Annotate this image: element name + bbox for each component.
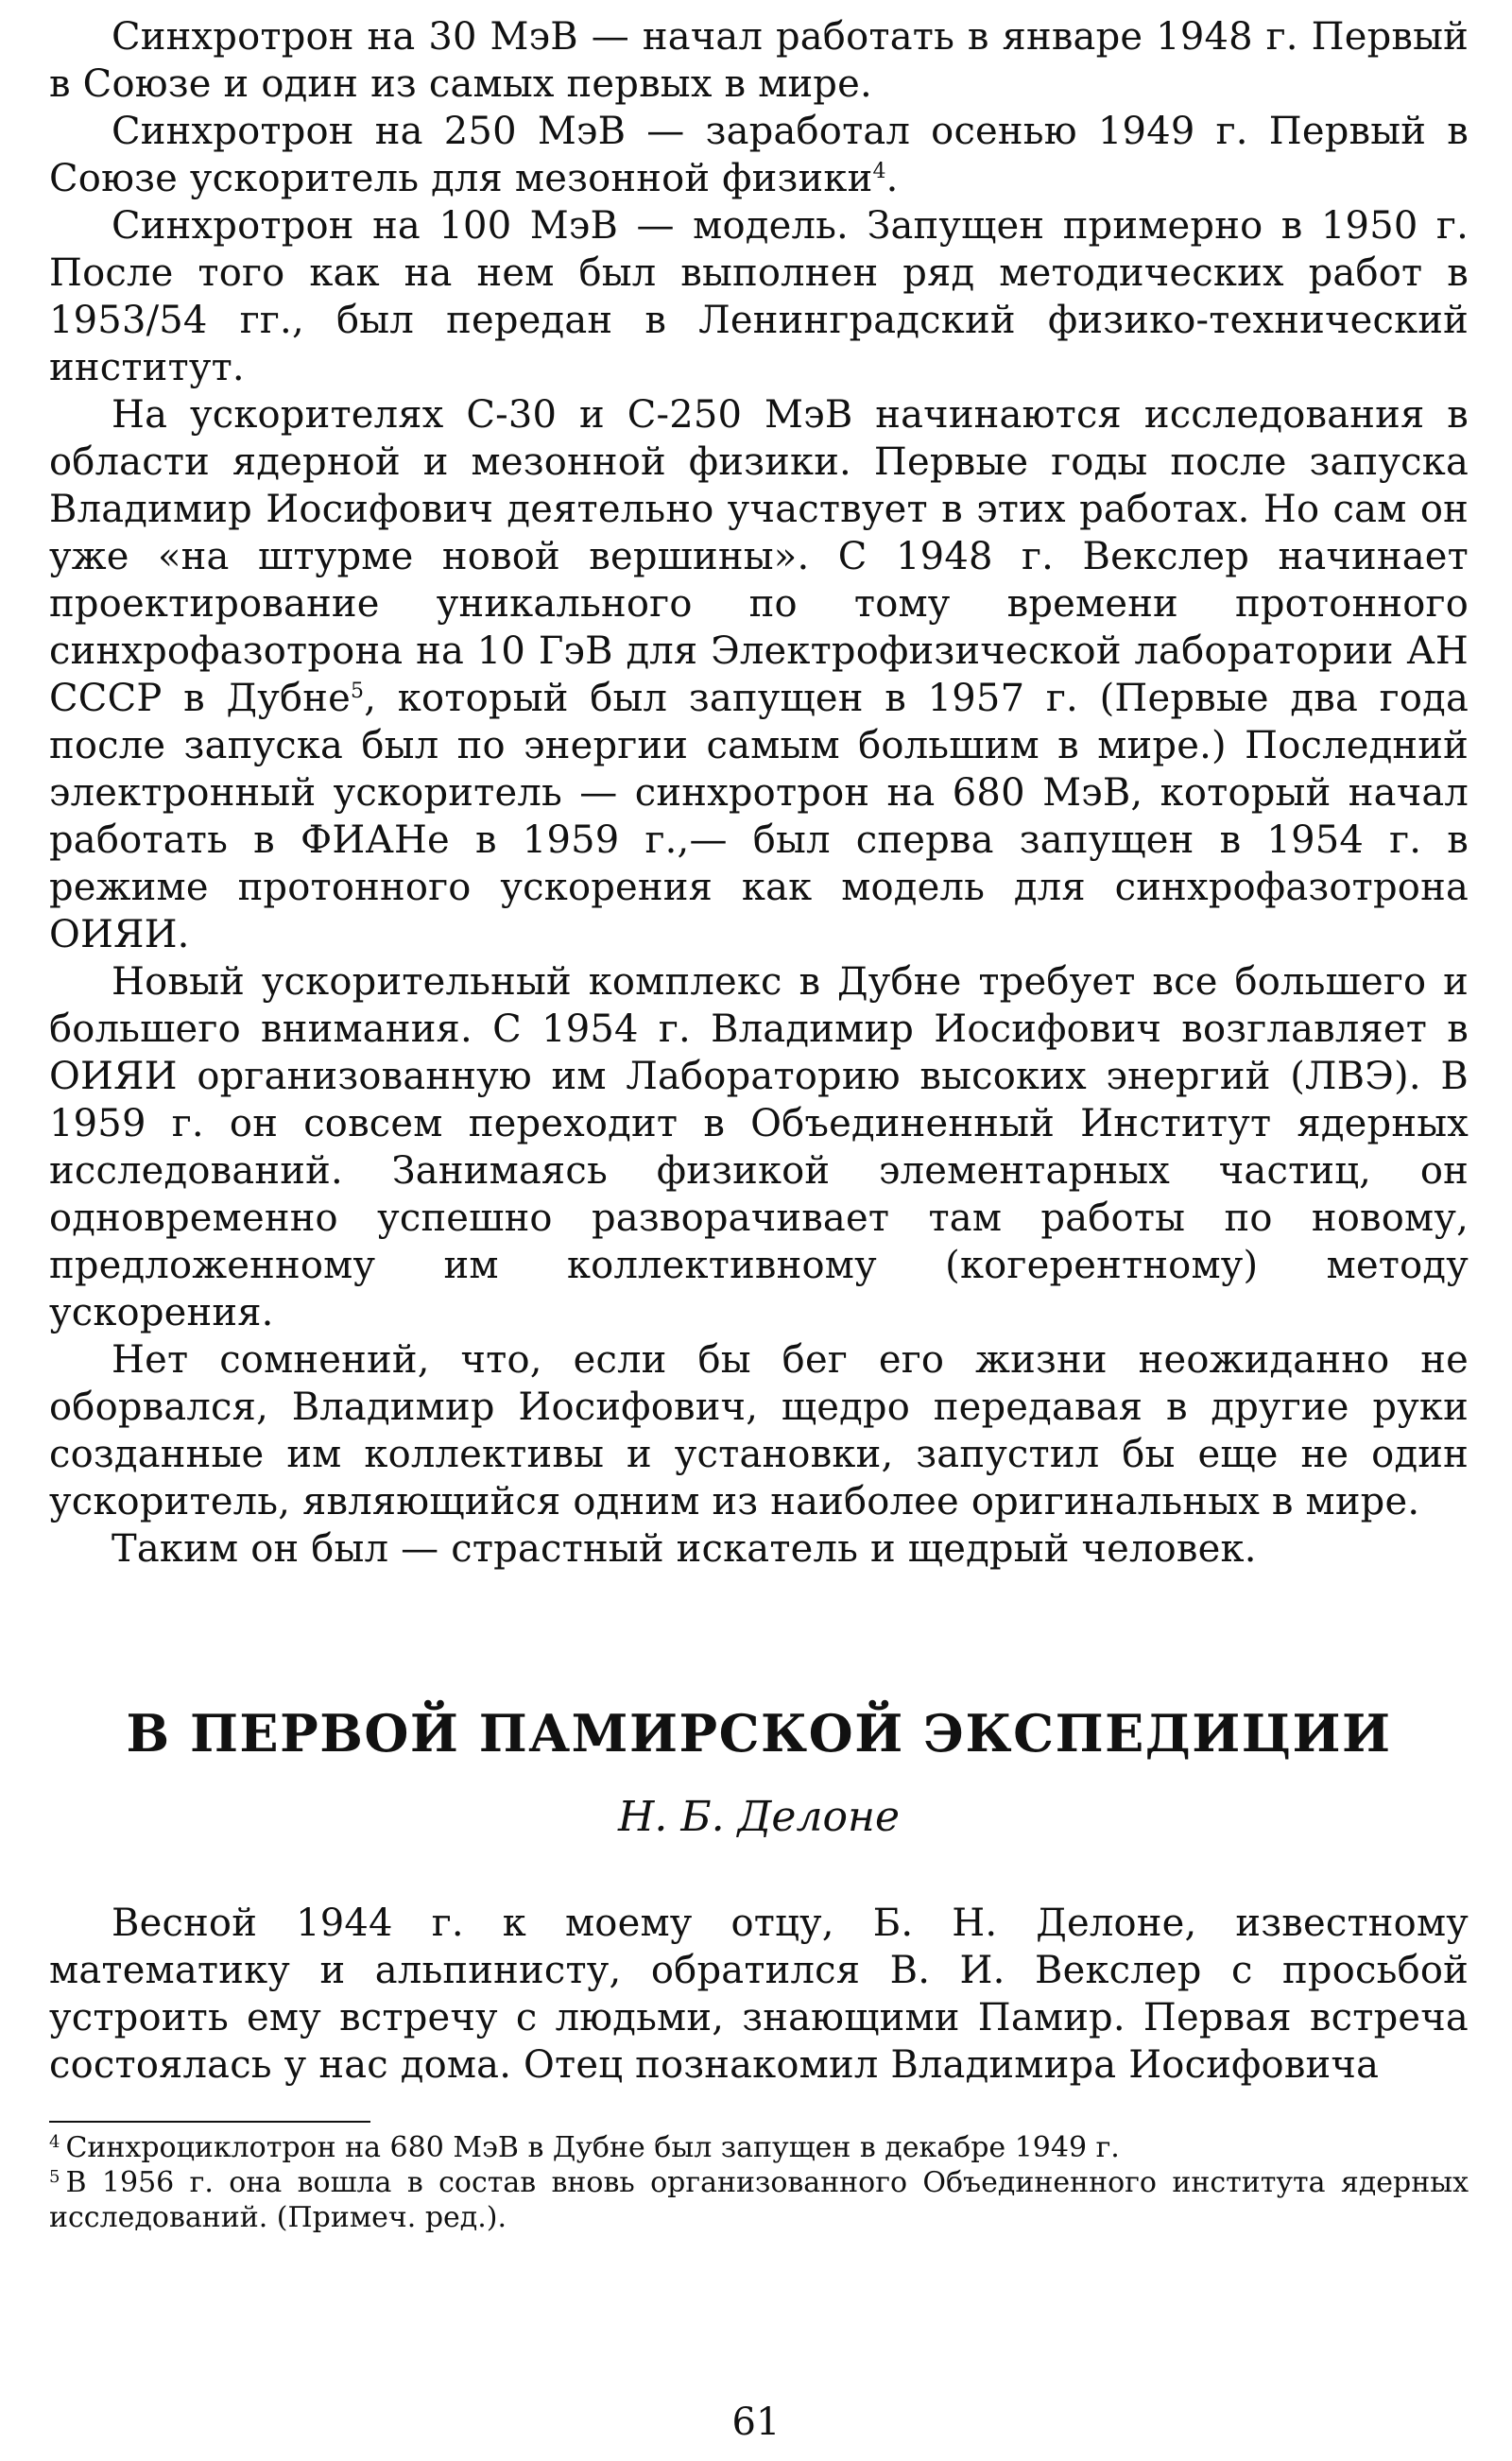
paragraph-spring-1944 (49, 1900, 1469, 2089)
footnote-5 (49, 2165, 1469, 2235)
paragraph-text: Новый ускорительный комплекс в Дубне требует все большего и большего внимания. С 1954 г. Владимир Иосифович возглавляет в ОИЯИ организованную им Лабораторию высоких энергий (ЛВЭ). В 1959 г. он совсем переходит в Объединенный Институт ядерных исследований. Занимаясь физикой элементарных частиц, он одновременно успешно разворачивает там работы по новому, предложенному им коллективному (когерентному) методу ускорения. (49, 960, 1469, 1334)
footnote-mark: 4 (49, 2132, 60, 2152)
paragraph-tail: . (885, 157, 899, 200)
paragraph-no-doubt (49, 1336, 1469, 1525)
footnote-ref-5[interactable]: 5 (351, 680, 365, 703)
paragraph-synchrotron-100 (49, 202, 1469, 391)
paragraph-dubna-complex (49, 958, 1469, 1336)
paragraph-closing (49, 1525, 1469, 1573)
paragraph-text: На ускорителях С-30 и С-250 МэВ начинаются исследования в области ядерной и мезонной физики. Первые годы после запуска Владимир Иосифович деятельно участвует в этих работах. Но сам он уже «на штурме новой вершины». С 1948 г. Векслер начинает проектирование уникального по тому времени протонного синхрофазотрона на 10 ГэВ для Электрофизической лаборатории АН СССР в Дубне (49, 393, 1469, 720)
paragraph-text: Таким он был — страстный искатель и щедрый человек. (112, 1527, 1257, 1571)
footnote-text: Синхроциклотрон на 680 МэВ в Дубне был запущен в декабре 1949 г. (65, 2131, 1120, 2164)
section-author: Н. Б. Делоне (618, 1793, 900, 1841)
paragraph-nuclear-research (49, 391, 1469, 958)
footnote-ref-4[interactable]: 4 (872, 160, 886, 183)
paragraph-text: Синхротрон на 250 МэВ — заработал осенью 1949 г. Первый в Союзе ускоритель для мезонной физики (49, 110, 1469, 200)
page-number: 61 (731, 2401, 781, 2444)
book-page (49, 13, 1469, 2235)
paragraph-text: Синхротрон на 100 МэВ — модель. Запущен примерно в 1950 г. После того как на нем был выполнен ряд методических работ в 1953/54 гг., был передан в Ленинградский физико-технический институт. (49, 204, 1469, 389)
footnote-text: В 1956 г. она вошла в состав вновь организованного Объединенного института ядерных исследований. (Примеч. ред.). (49, 2166, 1469, 2234)
footnote-mark: 5 (49, 2167, 60, 2187)
paragraph-synchrotron-250 (49, 108, 1469, 202)
paragraph-tail: , который был запущен в 1957 г. (Первые два года после запуска был по энергии самым большим в мире.) Последний электронный ускоритель — синхротрон на 680 МэВ, который начал работать в ФИАНе в 1959 г.,— был сперва запущен в 1954 г. в режиме протонного ускорения как модель для синхрофазотрона ОИЯИ. (49, 677, 1469, 956)
footnote-divider (49, 2121, 370, 2123)
paragraph-text: Нет сомнений, что, если бы бег его жизни неожиданно не оборвался, Владимир Иосифович, щедро передавая в другие руки созданные им коллективы и установки, запустил бы еще не один ускоритель, являющийся одним из наиболее оригинальных в мире. (49, 1338, 1469, 1523)
paragraph-synchrotron-30 (49, 13, 1469, 108)
section-title: В ПЕРВОЙ ПАМИРСКОЙ ЭКСПЕДИЦИИ (126, 1703, 1392, 1764)
paragraph-text: Синхротрон на 30 МэВ — начал работать в январе 1948 г. Первый в Союзе и один из самых первых в мире. (49, 15, 1469, 106)
paragraph-text: Весной 1944 г. к моему отцу, Б. Н. Делоне, известному математику и альпинисту, обратился В. И. Векслер с просьбой устроить ему встречу с людьми, знающими Памир. Первая встреча состоялась у нас дома. Отец познакомил Владимира Иосифовича (49, 1902, 1469, 2087)
footnote-4 (49, 2130, 1469, 2165)
